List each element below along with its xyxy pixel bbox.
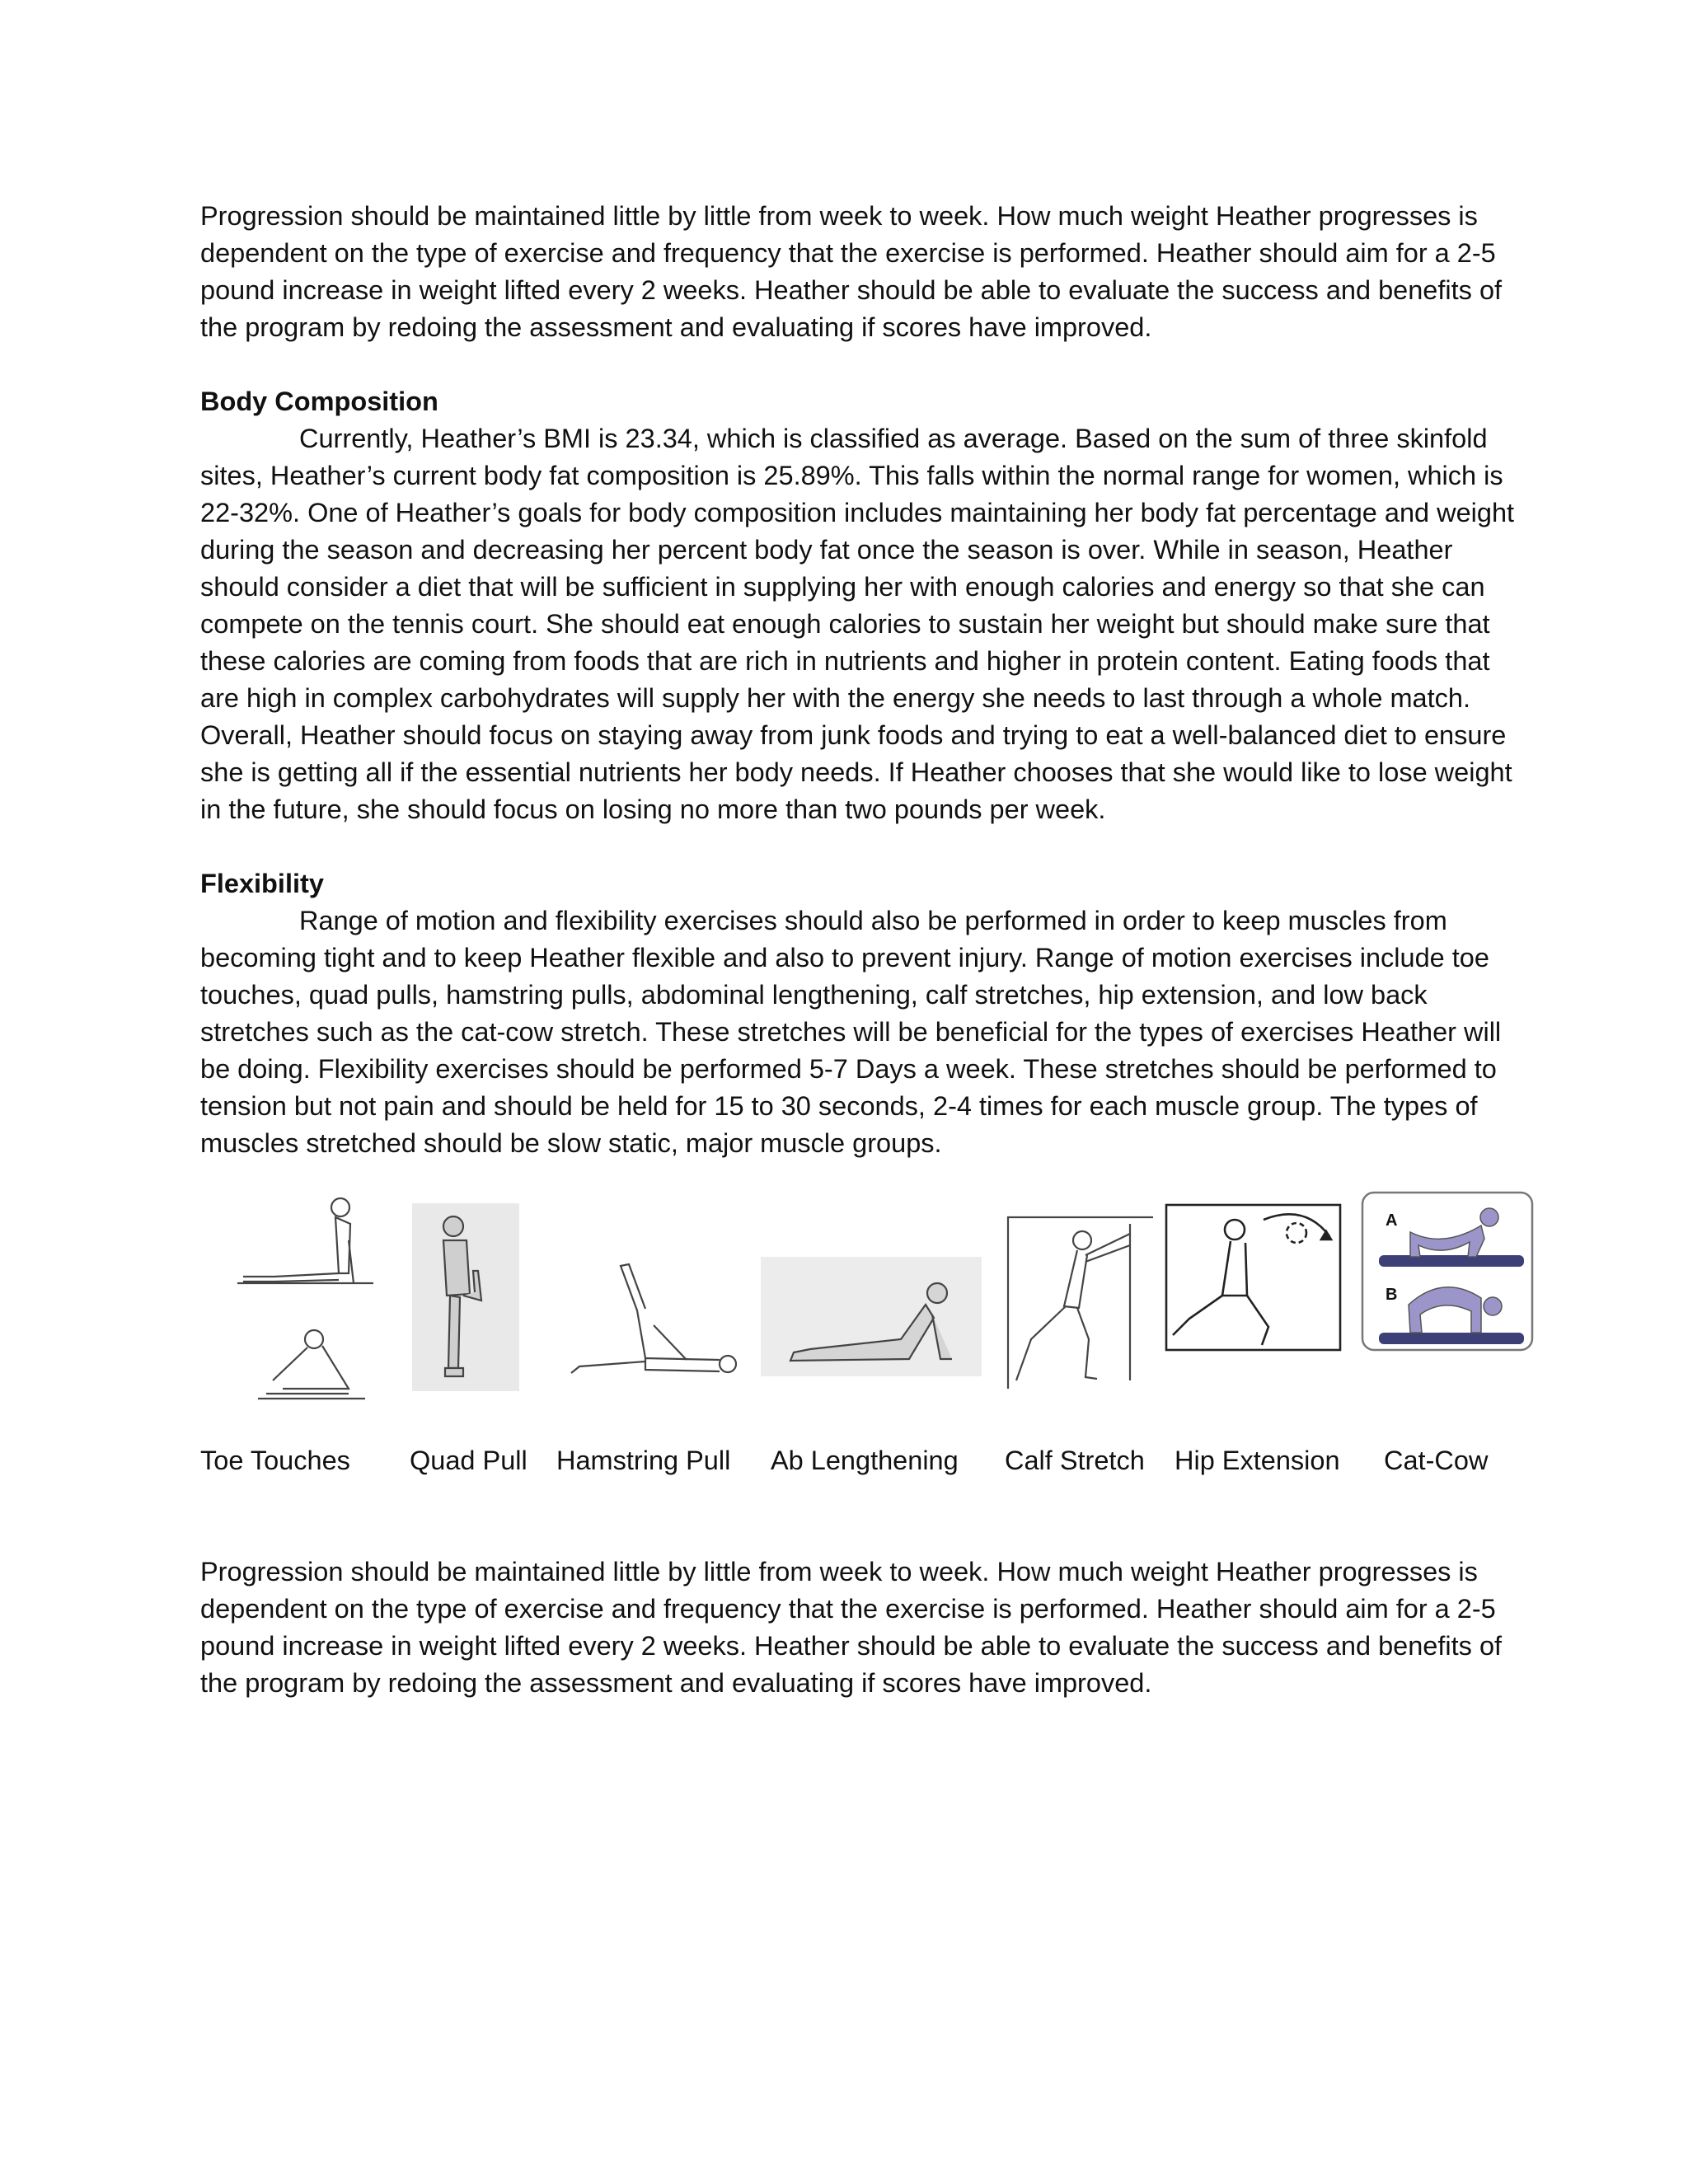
cat-cow-label-b: B — [1386, 1286, 1398, 1304]
cat-cow-label-a: A — [1386, 1212, 1398, 1230]
document-page — [200, 198, 1519, 1702]
stretch-captions — [200, 1442, 1536, 1479]
toe-touches-illustration — [225, 1191, 377, 1405]
body-composition-paragraph: Currently, Heather’s BMI is 23.34, which is classified as average. Based on the sum of three skinfold sites, Heather’s current body fat composition is 25.89%. This falls within the normal range for women, which is 22-32%. One of Heather’s goals for body composition includes maintaining her body fat percentage and weight during the season and decreasing her percent body fat once the season is over. While in season, Heather should consider a diet that will be sufficient in supplying her with enough calories and energy so that she can compete on the tennis court. She should eat enough calories to sustain her weight but should make sure that these calories are coming from foods that are rich in nutrients and higher in protein content. Eating foods that are high in complex carbohydrates will supply her with the energy she needs to last through a whole match. Overall, Heather should focus on staying away from junk foods and trying to eat a well-balanced diet to ensure she is getting all if the essential nutrients her body needs. If Heather chooses that she would like to lose weight in the future, she should focus on losing no more than two pounds per week. — [200, 424, 1515, 824]
ab-lengthening-illustration — [761, 1257, 982, 1376]
flexibility-paragraph: Range of motion and flexibility exercises should also be performed in order to keep muscles from becoming tight and to keep Heather flexible and also to prevent injury. Range of motion exercises include toe touches, quad pulls, hamstring pulls, abdominal lengthening, calf stretches, hip extension, and low back stretches such as the cat-cow stretch. These stretches will be beneficial for the types of exercises Heather will be doing. Flexibility exercises should be performed 5-7 Days a week. These stretches should be performed to tension but not pain and should be held for 15 to 30 seconds, 2-4 times for each muscle group. The types of muscles stretched should be slow static, major muscle groups. — [200, 906, 1502, 1158]
caption-hamstring-pull: Hamstring Pull — [556, 1446, 731, 1475]
caption-hip-extension: Hip Extension — [1175, 1446, 1340, 1475]
intro-paragraph: Progression should be maintained little by little from week to week. How much weight Heather progresses is dependent on the type of exercise and frequency that the exercise is performed. Heather should aim for a 2-5 pound increase in weight lifted every 2 weeks. Heather should be able to evaluate the success and benefits of the program by redoing the assessment and evaluating if scores have improved. — [200, 201, 1503, 342]
hamstring-pull-illustration — [563, 1261, 748, 1385]
caption-calf-stretch: Calf Stretch — [1005, 1446, 1145, 1475]
caption-toe-touches: Toe Touches — [200, 1446, 350, 1475]
stretch-figure-row — [200, 1191, 1536, 1442]
body-composition-heading: Body Composition — [200, 387, 438, 416]
closing-paragraph: Progression should be maintained little by little from week to week. How much weight Heather progresses is dependent on the type of exercise and frequency that the exercise is performed. Heather should aim for a 2-5 pound increase in weight lifted every 2 weeks. Heather should be able to evaluate the success and benefits of the program by redoing the assessment and evaluating if scores have improved. — [200, 1557, 1503, 1698]
caption-ab-lengthening: Ab Lengthening — [771, 1446, 959, 1475]
cat-cow-illustration — [1361, 1191, 1534, 1352]
hip-extension-illustration — [1165, 1203, 1342, 1352]
caption-quad-pull: Quad Pull — [410, 1446, 528, 1475]
caption-cat-cow: Cat-Cow — [1384, 1446, 1489, 1475]
calf-stretch-illustration — [1006, 1216, 1155, 1389]
quad-pull-illustration — [412, 1203, 519, 1391]
flexibility-heading: Flexibility — [200, 869, 324, 898]
